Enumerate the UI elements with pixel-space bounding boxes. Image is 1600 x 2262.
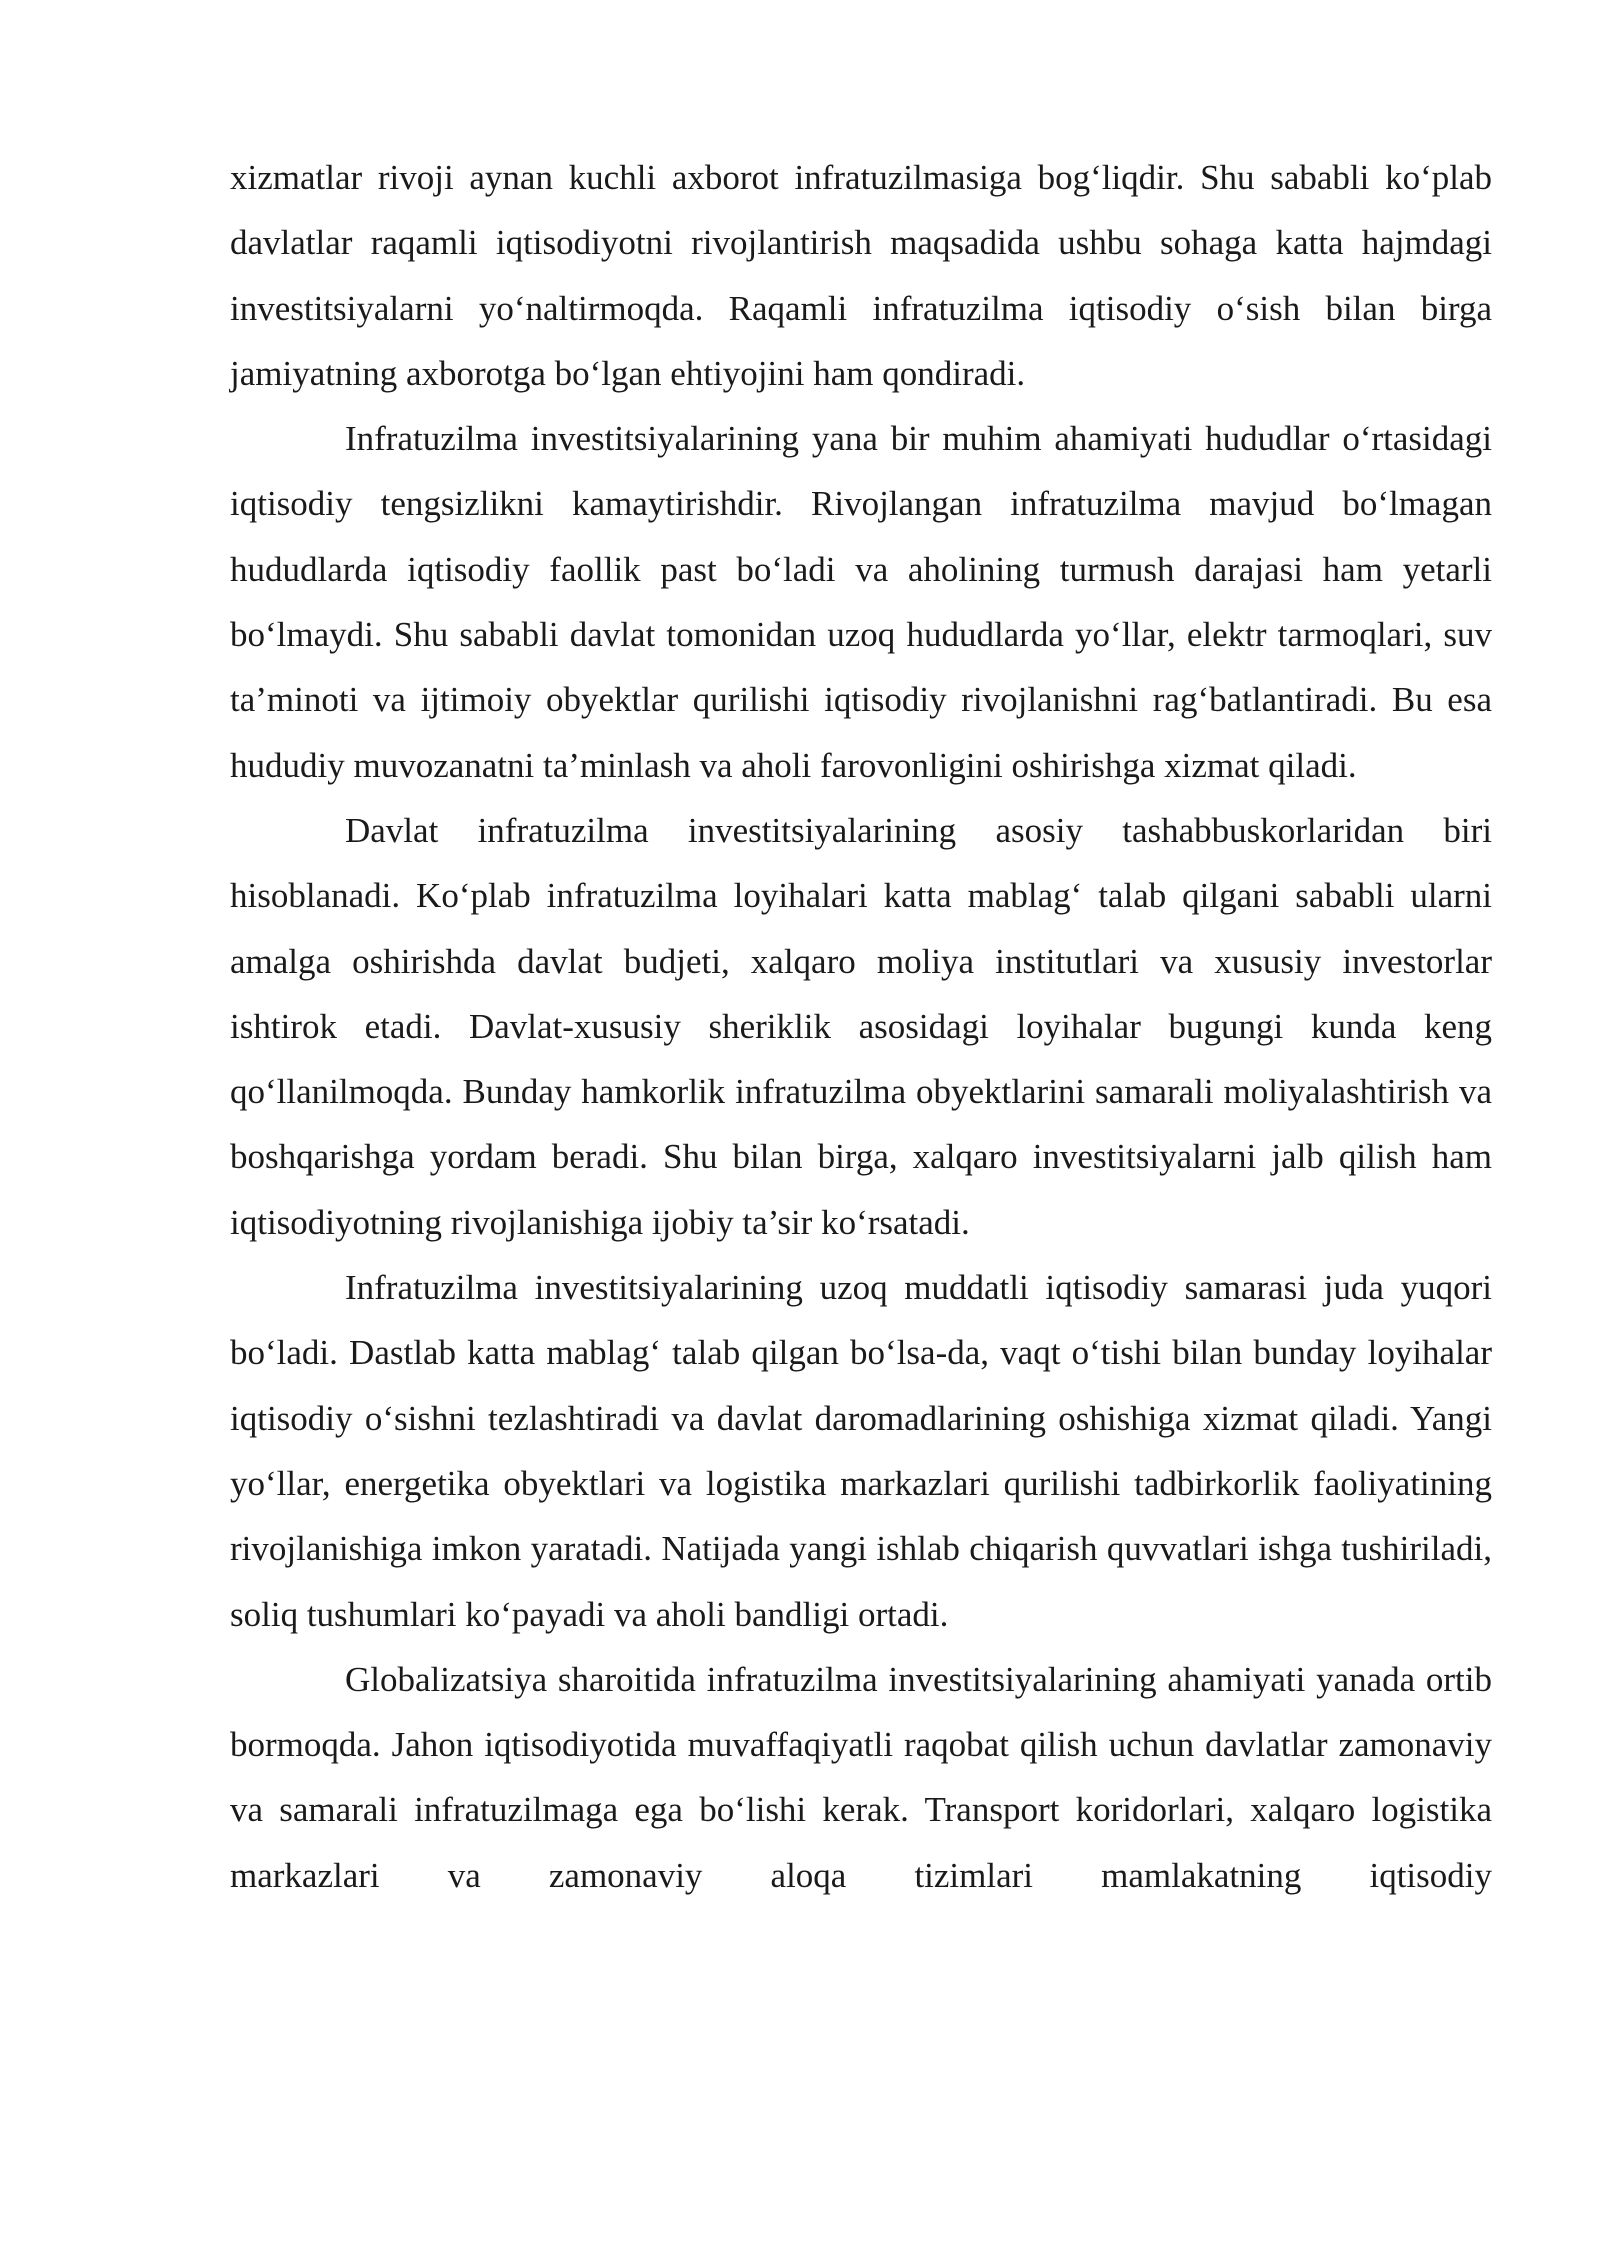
- paragraph-5: Globalizatsiya sharoitida infratuzilma investitsiyalarining ahamiyati yanada ortib bormoqda. Jahon iqtisodiyotida muvaffaqiyatli raqobat qilish uchun davlatlar zamonaviy va samarali infratuzilmaga ega bo‘lishi kerak. Transport koridorlari, xalqaro logistika markazlari va zamonaviy aloqa tizimlari mamlakatning iqtisodiy: [230, 1659, 1492, 1895]
- paragraph-2: Infratuzilma investitsiyalarining yana bir muhim ahamiyati hududlar o‘rtasidagi iqtisodiy tengsizlikni kamaytirishdir. Rivojlangan infratuzilma mavjud bo‘lmagan hududlarda iqtisodiy faollik past bo‘ladi va aholining turmush darajasi ham yetarli bo‘lmaydi. Shu sababli davlat tomonidan uzoq hududlarda yo‘llar, elektr tarmoqlari, suv ta’minoti va ijtimoiy obyektlar qurilishi iqtisodiy rivojlanishni rag‘batlantiradi. Bu esa hududiy muvozanatni ta’minlash va aholi farovonligini oshirishga xizmat qiladi.: [230, 419, 1492, 785]
- body-text: [230, 145, 1492, 1908]
- paragraph-1: xizmatlar rivoji aynan kuchli axborot infratuzilmasiga bog‘liqdir. Shu sababli ko‘plab davlatlar raqamli iqtisodiyotni rivojlantirish maqsadida ushbu sohaga katta hajmdagi investitsiyalarni yo‘naltirmoqda. Raqamli infratuzilma iqtisodiy o‘sish bilan birga jamiyatning axborotga bo‘lgan ehtiyojini ham qondiradi.: [230, 158, 1492, 393]
- paragraph-4: Infratuzilma investitsiyalarining uzoq muddatli iqtisodiy samarasi juda yuqori bo‘ladi. Dastlab katta mablag‘ talab qilgan bo‘lsa-da, vaqt o‘tishi bilan bunday loyihalar iqtisodiy o‘sishni tezlashtiradi va davlat daromadlarining oshishiga xizmat qiladi. Yangi yo‘llar, energetika obyektlari va logistika markazlari qurilishi tadbirkorlik faoliyatining rivojlanishiga imkon yaratadi. Natijada yangi ishlab chiqarish quvvatlari ishga tushiriladi, soliq tushumlari ko‘payadi va aholi bandligi ortadi.: [230, 1268, 1492, 1634]
- paragraph-3: Davlat infratuzilma investitsiyalarining asosiy tashabbuskorlaridan biri hisoblanadi. Ko‘plab infratuzilma loyihalari katta mablag‘ talab qilgani sababli ularni amalga oshirishda davlat budjeti, xalqaro moliya institutlari va xususiy investorlar ishtirok etadi. Davlat-xususiy sheriklik asosidagi loyihalar bugungi kunda keng qo‘llanilmoqda. Bunday hamkorlik infratuzilma obyektlarini samarali moliyalashtirish va boshqarishga yordam beradi. Shu bilan birga, xalqaro investitsiyalarni jalb qilish ham iqtisodiyotning rivojlanishiga ijobiy ta’sir ko‘rsatadi.: [230, 810, 1492, 1242]
